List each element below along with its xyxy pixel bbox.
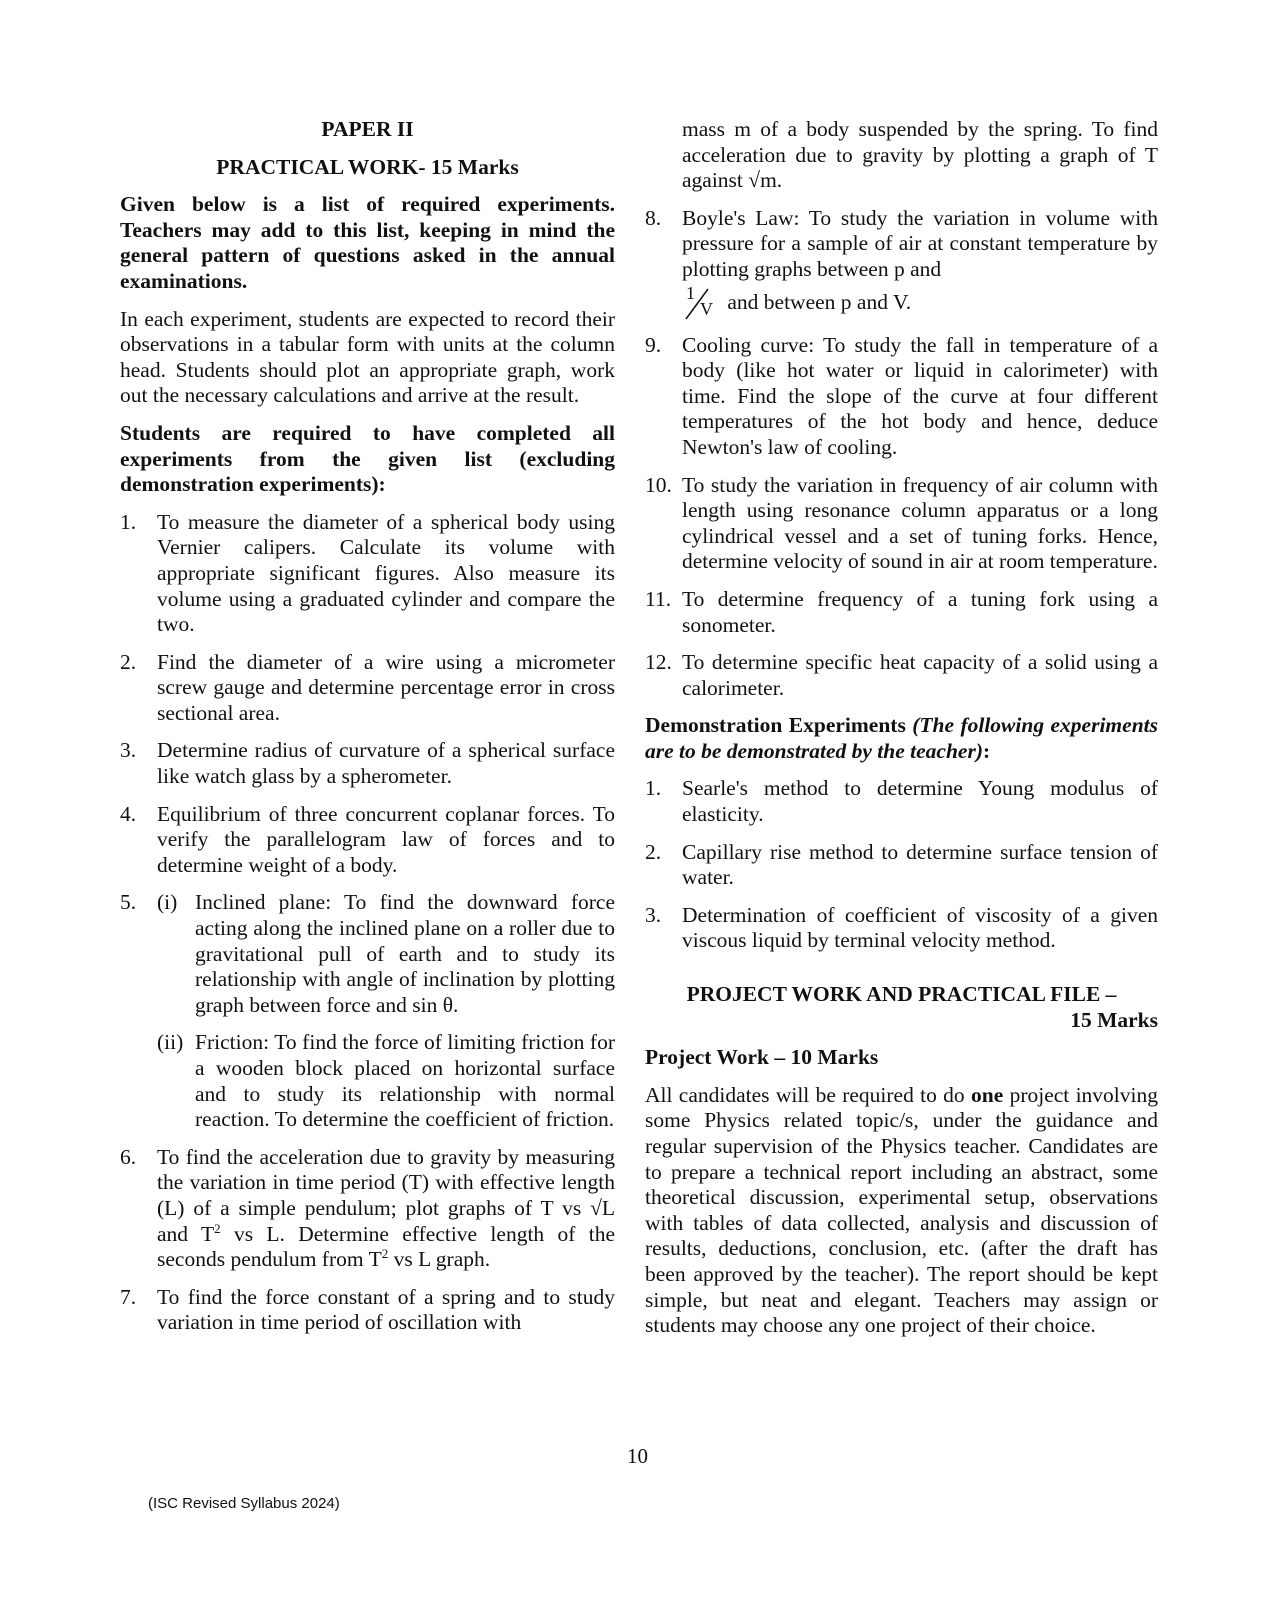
item-number: 6. bbox=[120, 1144, 137, 1169]
item-text: Find the diameter of a wire using a micrometer screw gauge and determine percentage error in cross sectional area. bbox=[157, 649, 615, 725]
project-paragraph bbox=[645, 1083, 1158, 1339]
item-number: 4. bbox=[120, 801, 137, 826]
item-number: 1. bbox=[645, 776, 662, 801]
project-heading-line2: 15 Marks bbox=[1070, 1007, 1158, 1032]
item-number: 7. bbox=[120, 1284, 137, 1309]
experiment-item bbox=[120, 650, 615, 727]
item-number: 11. bbox=[645, 586, 672, 611]
demonstration-item bbox=[645, 903, 1158, 954]
item-text: To find the force constant of a spring and to study variation in time period of oscillation with bbox=[157, 1284, 615, 1335]
experiment-item bbox=[645, 650, 1158, 701]
item-number: 12. bbox=[645, 650, 672, 675]
intro-paragraph: In each experiment, students are expected to record their observations in a tabular form with units at the column head. Students should plot an appropriate graph, work out the necessary calculations and arrive at the result. bbox=[120, 306, 615, 408]
item-number: 2. bbox=[645, 839, 662, 864]
item-text: To measure the diameter of a spherical body using Vernier calipers. Calculate its volume with appropriate significant figures. Also measure its volume using a graduated cylinder and compare the two. bbox=[157, 509, 615, 637]
project-text: All candidates will be required to do bbox=[645, 1082, 971, 1107]
demonstration-heading bbox=[645, 713, 1158, 764]
experiment-item bbox=[120, 738, 615, 789]
item-number: 3. bbox=[120, 738, 137, 763]
experiment-item bbox=[645, 473, 1158, 575]
experiment-item bbox=[645, 587, 1158, 638]
project-heading-line1: PROJECT WORK AND PRACTICAL FILE – bbox=[686, 982, 1117, 1007]
sub-item-text: Friction: To find the force of limiting friction for a wooden block placed on horizontal surface and to study its relationship with normal reaction. To determine the coefficient of friction. bbox=[195, 1030, 615, 1132]
fraction-line bbox=[682, 282, 1158, 321]
experiment-item bbox=[120, 1285, 615, 1336]
experiment-item bbox=[645, 333, 1158, 461]
item-text: To find the acceleration due to gravity by measuring the variation in time period (T) with effective length (L) of a simple pendulum; plot graphs of T vs √L and T bbox=[157, 1144, 615, 1246]
project-subheading: Project Work – 10 Marks bbox=[645, 1045, 879, 1070]
item-text: Determine radius of curvature of a spherical surface like watch glass by a spherometer. bbox=[157, 738, 615, 789]
left-column bbox=[120, 117, 615, 1348]
demonstration-heading-bold: Demonstration Experiments bbox=[645, 713, 913, 738]
superscript: 2 bbox=[381, 1246, 389, 1261]
item-text: Capillary rise method to determine surface tension of water. bbox=[682, 839, 1158, 890]
item-number: 5. bbox=[120, 890, 137, 915]
sub-item bbox=[157, 890, 615, 1018]
fraction-one-over-v bbox=[682, 282, 716, 321]
item-number: 10. bbox=[645, 472, 672, 497]
item-number: 2. bbox=[120, 649, 137, 674]
superscript: 2 bbox=[214, 1220, 221, 1236]
item-text: vs L graph. bbox=[388, 1247, 491, 1272]
sub-item bbox=[157, 1030, 615, 1132]
demonstration-heading-colon: : bbox=[982, 738, 991, 763]
item-text: Equilibrium of three concurrent coplanar forces. To verify the parallelogram law of forces and to determine weight of a body. bbox=[157, 801, 615, 877]
project-text-bold: one bbox=[971, 1082, 1004, 1107]
sub-item-label: (i) bbox=[157, 890, 178, 915]
experiment-item bbox=[120, 802, 615, 879]
item-text: To determine frequency of a tuning fork using a sonometer. bbox=[682, 586, 1158, 637]
page-number: 10 bbox=[627, 1444, 648, 1468]
intro-bold-paragraph: Given below is a list of required experiments. Teachers may add to this list, keeping in mind the general pattern of questions asked in the annual examinations. bbox=[120, 192, 615, 293]
paper-heading: PAPER II bbox=[321, 117, 414, 141]
item-number: 8. bbox=[645, 205, 662, 230]
practical-work-heading: PRACTICAL WORK- 15 Marks bbox=[216, 154, 519, 179]
demonstration-item bbox=[645, 776, 1158, 827]
fraction-denominator: V bbox=[700, 298, 713, 319]
item-number: 1. bbox=[120, 509, 137, 534]
experiment-item bbox=[120, 890, 615, 1132]
experiment-item bbox=[645, 206, 1158, 321]
demonstration-item bbox=[645, 840, 1158, 891]
project-heading bbox=[645, 982, 1158, 1033]
right-column bbox=[645, 117, 1158, 1351]
item-text: vs L. Determine effective length of the seconds pendulum from T bbox=[157, 1221, 615, 1272]
experiment-item bbox=[120, 1145, 615, 1273]
item-text: Searle's method to determine Young modulus of elasticity. bbox=[682, 776, 1158, 827]
item-continuation: mass m of a body suspended by the spring. To find acceleration due to gravity by plotting a graph of T against √m. bbox=[682, 117, 1158, 193]
fraction-numerator: 1 bbox=[686, 282, 695, 303]
footer-note: (ISC Revised Syllabus 2024) bbox=[148, 1495, 340, 1512]
project-text: project involving some Physics related topic/s, under the guidance and regular supervision of the Physics teacher. Candidates are to prepare a technical report including an abstract, some theoretical discussion, experimental setup, observations with tables of data collected, analysis and discussion of results, deductions, conclusion, etc. (after the draft has been approved by the teacher). The report should be kept simple, but neat and elegant. Teachers may assign or students may choose any one project of their choice. bbox=[645, 1082, 1158, 1338]
item-text: To study the variation in frequency of air column with length using resonance column apparatus or a long cylindrical vessel and a set of tuning forks. Hence, determine velocity of sound in air at room temperature. bbox=[682, 472, 1158, 574]
item-number: 9. bbox=[645, 332, 662, 357]
sub-item-text: Inclined plane: To find the downward force acting along the inclined plane on a roller due to gravitational pull of earth and to study its relationship with angle of inclination by plotting graph between force and sin θ. bbox=[195, 890, 615, 1017]
demonstration-heading-italic: (The following experiments are to be demonstrated by the teacher) bbox=[645, 713, 1158, 763]
item-text: Boyle's Law: To study the variation in volume with pressure for a sample of air at constant temperature by plotting graphs between p and bbox=[682, 205, 1158, 281]
sub-item-label: (ii) bbox=[157, 1030, 184, 1055]
experiment-item bbox=[120, 510, 615, 638]
item-number: 3. bbox=[645, 902, 662, 927]
item-text: To determine specific heat capacity of a solid using a calorimeter. bbox=[682, 650, 1158, 700]
item-text: and between p and V. bbox=[722, 289, 912, 314]
required-experiments-note: Students are required to have completed all experiments from the given list (excluding demonstration experiments): bbox=[120, 420, 615, 497]
item-text: Determination of coefficient of viscosity of a given viscous liquid by terminal velocity method. bbox=[682, 902, 1158, 953]
item-text: Cooling curve: To study the fall in temperature of a body (like hot water or liquid in calorimeter) with time. Find the slope of the curve at four different temperatures of the hot body and hence, deduce Newton's law of cooling. bbox=[682, 332, 1158, 459]
